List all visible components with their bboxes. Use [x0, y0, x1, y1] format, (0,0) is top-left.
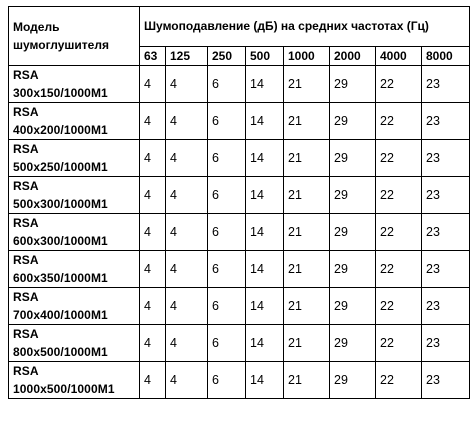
table-row — [9, 140, 470, 177]
model-column-header: Модель шумоглушителя — [9, 7, 140, 66]
value-cell-500: 14 — [246, 103, 284, 140]
value-cell-4000: 22 — [376, 325, 422, 362]
value-cell-125: 4 — [166, 362, 208, 399]
noise-reduction-table — [8, 6, 470, 399]
value-cell-8000: 23 — [422, 103, 470, 140]
table-row — [9, 288, 470, 325]
value-cell-500: 14 — [246, 66, 284, 103]
value-cell-4000: 22 — [376, 177, 422, 214]
value-cell-2000: 29 — [330, 140, 376, 177]
value-cell-63: 4 — [140, 177, 166, 214]
model-cell: RSA 1000х500/1000М1 — [9, 362, 140, 399]
value-cell-2000: 29 — [330, 177, 376, 214]
value-cell-125: 4 — [166, 251, 208, 288]
value-cell-1000: 21 — [284, 177, 330, 214]
model-cell: RSA 300х150/1000М1 — [9, 66, 140, 103]
header-row-top — [9, 7, 470, 47]
value-cell-250: 6 — [208, 362, 246, 399]
value-cell-1000: 21 — [284, 362, 330, 399]
value-cell-4000: 22 — [376, 251, 422, 288]
value-cell-8000: 23 — [422, 251, 470, 288]
value-cell-2000: 29 — [330, 103, 376, 140]
value-cell-1000: 21 — [284, 288, 330, 325]
value-cell-125: 4 — [166, 177, 208, 214]
value-cell-4000: 22 — [376, 66, 422, 103]
value-cell-500: 14 — [246, 177, 284, 214]
value-cell-2000: 29 — [330, 288, 376, 325]
value-cell-2000: 29 — [330, 214, 376, 251]
value-cell-250: 6 — [208, 66, 246, 103]
frequency-header-250: 250 — [208, 47, 246, 66]
value-cell-63: 4 — [140, 66, 166, 103]
value-cell-8000: 23 — [422, 177, 470, 214]
value-cell-4000: 22 — [376, 140, 422, 177]
value-cell-250: 6 — [208, 251, 246, 288]
model-cell: RSA 800х500/1000М1 — [9, 325, 140, 362]
value-cell-2000: 29 — [330, 325, 376, 362]
table-row — [9, 103, 470, 140]
value-cell-63: 4 — [140, 325, 166, 362]
value-cell-250: 6 — [208, 103, 246, 140]
value-cell-500: 14 — [246, 288, 284, 325]
value-cell-8000: 23 — [422, 288, 470, 325]
value-cell-125: 4 — [166, 325, 208, 362]
model-cell: RSA 600х350/1000М1 — [9, 251, 140, 288]
value-cell-125: 4 — [166, 66, 208, 103]
value-cell-4000: 22 — [376, 288, 422, 325]
model-cell: RSA 400х200/1000М1 — [9, 103, 140, 140]
value-cell-63: 4 — [140, 288, 166, 325]
value-cell-1000: 21 — [284, 66, 330, 103]
value-cell-4000: 22 — [376, 103, 422, 140]
value-cell-500: 14 — [246, 325, 284, 362]
table-row — [9, 325, 470, 362]
model-cell: RSA 500х250/1000М1 — [9, 140, 140, 177]
value-cell-500: 14 — [246, 140, 284, 177]
value-cell-63: 4 — [140, 214, 166, 251]
value-cell-1000: 21 — [284, 325, 330, 362]
frequency-header-500: 500 — [246, 47, 284, 66]
value-cell-1000: 21 — [284, 140, 330, 177]
frequency-header-63: 63 — [140, 47, 166, 66]
frequency-header-4000: 4000 — [376, 47, 422, 66]
value-cell-2000: 29 — [330, 362, 376, 399]
value-cell-1000: 21 — [284, 103, 330, 140]
value-cell-250: 6 — [208, 140, 246, 177]
table-row — [9, 251, 470, 288]
value-cell-125: 4 — [166, 214, 208, 251]
value-cell-63: 4 — [140, 103, 166, 140]
table-row — [9, 214, 470, 251]
value-cell-63: 4 — [140, 251, 166, 288]
value-cell-63: 4 — [140, 140, 166, 177]
value-cell-250: 6 — [208, 177, 246, 214]
value-cell-125: 4 — [166, 103, 208, 140]
value-cell-8000: 23 — [422, 325, 470, 362]
model-cell: RSA 600х300/1000М1 — [9, 214, 140, 251]
frequency-header-2000: 2000 — [330, 47, 376, 66]
table-body — [9, 66, 470, 399]
value-cell-63: 4 — [140, 362, 166, 399]
value-cell-500: 14 — [246, 251, 284, 288]
frequency-header-1000: 1000 — [284, 47, 330, 66]
value-cell-2000: 29 — [330, 251, 376, 288]
value-cell-8000: 23 — [422, 140, 470, 177]
value-cell-1000: 21 — [284, 214, 330, 251]
table-row — [9, 66, 470, 103]
table-row — [9, 362, 470, 399]
table-row — [9, 177, 470, 214]
value-cell-500: 14 — [246, 362, 284, 399]
frequency-header-8000: 8000 — [422, 47, 470, 66]
frequency-header-125: 125 — [166, 47, 208, 66]
value-cell-125: 4 — [166, 288, 208, 325]
value-cell-500: 14 — [246, 214, 284, 251]
noise-reduction-group-header: Шумоподавление (дБ) на средних частотах (Гц) — [140, 7, 470, 47]
value-cell-8000: 23 — [422, 362, 470, 399]
value-cell-250: 6 — [208, 325, 246, 362]
value-cell-4000: 22 — [376, 214, 422, 251]
model-cell: RSA 500х300/1000М1 — [9, 177, 140, 214]
value-cell-250: 6 — [208, 214, 246, 251]
value-cell-8000: 23 — [422, 66, 470, 103]
model-cell: RSA 700х400/1000М1 — [9, 288, 140, 325]
value-cell-8000: 23 — [422, 214, 470, 251]
value-cell-2000: 29 — [330, 66, 376, 103]
value-cell-1000: 21 — [284, 251, 330, 288]
value-cell-4000: 22 — [376, 362, 422, 399]
value-cell-250: 6 — [208, 288, 246, 325]
value-cell-125: 4 — [166, 140, 208, 177]
